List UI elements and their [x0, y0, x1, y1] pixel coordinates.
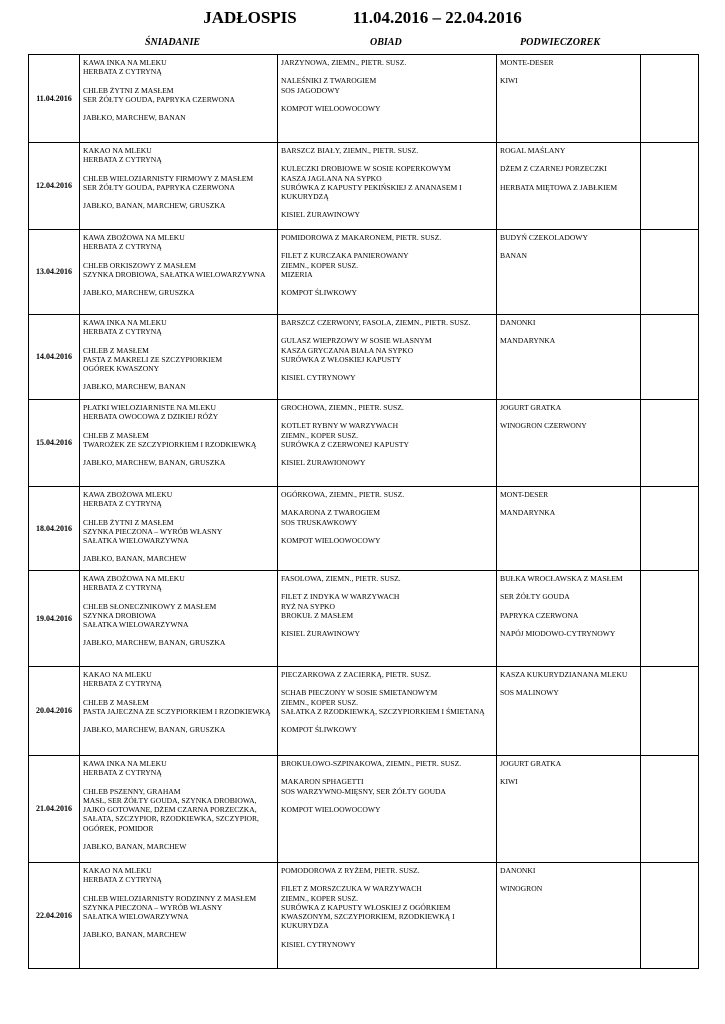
- menu-item: FILET Z MORSZCZUKA W WARZYWACH: [281, 884, 422, 894]
- group-gap: [500, 583, 637, 592]
- breakfast-cell: [80, 400, 278, 487]
- snack-cell: [497, 143, 641, 230]
- group-gap: [500, 875, 637, 884]
- menu-item: SER ŻÓŁTY GOUDA: [500, 592, 570, 602]
- snack-cell: [497, 863, 641, 969]
- group-gap: [83, 192, 274, 201]
- group-gap: [281, 279, 493, 288]
- menu-item: HERBATA Z CYTRYNĄ: [83, 242, 162, 252]
- row-date: 15.04.2016: [29, 400, 80, 487]
- menu-item: HERBATA Z CYTRYNĄ: [83, 67, 162, 77]
- menu-item: KISIEL ŻURAWINOWY: [281, 210, 361, 220]
- menu-item: HERBATA Z CYTRYNĄ: [83, 875, 162, 885]
- menu-item: MONT-DESER: [500, 490, 549, 499]
- menu-item: KULECZKI DROBIOWE W SOSIE KOPERKOWYM: [281, 164, 451, 174]
- snack-cell: [497, 487, 641, 571]
- menu-item: OGÓRKOWA, ZIEMN., PIETR. SUSZ.: [281, 490, 405, 499]
- row-date: 18.04.2016: [29, 487, 80, 571]
- menu-item: SCHAB PIECZONY W SOSIE SMIETANOWYM: [281, 688, 438, 698]
- menu-item: SOS MALINOWY: [500, 688, 559, 698]
- menu-item: NAPÓJ MIODOWO-CYTRYNOWY: [500, 628, 616, 638]
- menu-row: [29, 756, 699, 863]
- menu-row: [29, 863, 699, 969]
- group-gap: [500, 768, 637, 777]
- lunch-cell: [278, 315, 497, 400]
- menu-item: KISIEL ŻURAWINOWY: [281, 629, 361, 639]
- menu-item: HERBATA MIĘTOWA Z JABŁKIEM: [500, 182, 618, 192]
- menu-item: SER ŻÓŁTY GOUDA, PAPRYKA CZERWONA: [83, 182, 235, 192]
- breakfast-cell: [80, 756, 278, 863]
- group-gap: [83, 545, 274, 554]
- menu-item: KAWA ZBOŻOWA MLEKU: [83, 490, 173, 499]
- menu-item: KOMPOT WIELOOWOCOWY: [281, 535, 381, 545]
- menu-item: KOMPOT ŚLIWKOWY: [281, 288, 358, 298]
- group-gap: [281, 527, 493, 536]
- menu-item: RYŻ NA SYPKO: [281, 601, 336, 611]
- menu-item: KAWA INKA NA MLEKU: [83, 58, 167, 67]
- snack-cell: [497, 571, 641, 667]
- menu-item: JARZYNOWA, ZIEMN., PIETR. SUSZ.: [281, 58, 407, 67]
- menu-item: HERBATA Z CYTRYNĄ: [83, 768, 162, 778]
- menu-item: KAKAO NA MLEKU: [83, 670, 152, 679]
- menu-item: BARSZCZ CZERWONY, FASOLA, ZIEMN., PIETR. SUSZ.: [281, 318, 471, 327]
- menu-item: ZIEMN., KOPER SUSZ.: [281, 260, 358, 270]
- menu-item: SZYNKA PIECZONA – WYRÓB WŁASNY: [83, 902, 223, 912]
- menu-row: [29, 487, 699, 571]
- menu-item: SAŁATKA WIELOWARZYWNA: [83, 536, 189, 546]
- menu-item: GULASZ WIEPRZOWY W SOSIE WŁASNYM: [281, 336, 432, 346]
- group-gap: [83, 509, 274, 518]
- menu-item: BUDYŃ CZEKOLADOWY: [500, 233, 588, 242]
- menu-item: OGÓREK KWASZONY: [83, 364, 160, 374]
- menu-item: JABŁKO, MARCHEW, BANAN, GRUSZKA: [83, 458, 226, 468]
- row-date: 14.04.2016: [29, 315, 80, 400]
- lunch-cell: [278, 143, 497, 230]
- menu-item: KOTLET RYBNY W WARZYWACH: [281, 421, 399, 431]
- menu-item: POMIDOROWA Z MAKARONEM, PIETR. SUSZ.: [281, 233, 442, 242]
- group-gap: [83, 165, 274, 174]
- row-date: 12.04.2016: [29, 143, 80, 230]
- group-gap: [83, 833, 274, 842]
- menu-row: [29, 571, 699, 667]
- group-gap: [281, 449, 493, 458]
- group-gap: [500, 412, 637, 421]
- menu-item: HERBATA OWOCOWA Z DZIKIEJ RÓŻY: [83, 412, 219, 422]
- notes-cell: [641, 143, 699, 230]
- group-gap: [83, 279, 274, 288]
- group-gap: [83, 373, 274, 382]
- lunch-cell: [278, 863, 497, 969]
- column-header-lunch: OBIAD: [370, 37, 402, 48]
- menu-item: DŻEM Z CZARNEJ PORZECZKI: [500, 164, 607, 174]
- group-gap: [281, 620, 493, 629]
- menu-item: FILET Z KURCZAKA PANIEROWANY: [281, 251, 409, 261]
- menu-item: ZIEMN., KOPER SUSZ.: [281, 893, 358, 903]
- group-gap: [500, 679, 637, 688]
- menu-row: [29, 315, 699, 400]
- group-gap: [281, 67, 493, 76]
- notes-cell: [641, 756, 699, 863]
- group-gap: [281, 242, 493, 251]
- notes-cell: [641, 571, 699, 667]
- group-gap: [281, 679, 493, 688]
- menu-row: [29, 143, 699, 230]
- menu-item: MANDARYNKA: [500, 336, 556, 346]
- menu-item: DANONKI: [500, 318, 536, 327]
- group-gap: [281, 716, 493, 725]
- menu-item: KOMPOT WIELOOWOCOWY: [281, 804, 381, 814]
- menu-item: PŁATKI WIELOZIARNISTE NA MLEKU: [83, 403, 216, 412]
- lunch-cell: [278, 230, 497, 315]
- menu-item: JABŁKO, BANAN, MARCHEW: [83, 930, 187, 940]
- group-gap: [281, 768, 493, 777]
- menu-item: SAŁATKA WIELOWARZYWNA: [83, 620, 189, 630]
- menu-item: BROKUŁ Z MASŁEM: [281, 610, 354, 620]
- menu-item: KIWI: [500, 76, 518, 86]
- menu-item: JABŁKO, BANAN, MARCHEW: [83, 554, 187, 564]
- menu-item: BANAN: [500, 251, 528, 261]
- menu-item: KAWA ZBOŻOWA NA MLEKU: [83, 574, 185, 583]
- menu-item: MAKARON SPHAGETTI: [281, 777, 364, 787]
- menu-item: KAWA INKA NA MLEKU: [83, 759, 167, 768]
- group-gap: [281, 931, 493, 940]
- breakfast-cell: [80, 55, 278, 143]
- notes-cell: [641, 230, 699, 315]
- menu-item: KAKAO NA MLEKU: [83, 146, 152, 155]
- menu-item: KOMPOT ŚLIWKOWY: [281, 725, 358, 735]
- menu-item: JABŁKO, MARCHEW, BANAN: [83, 113, 186, 123]
- snack-cell: [497, 667, 641, 756]
- row-date: 19.04.2016: [29, 571, 80, 667]
- group-gap: [500, 67, 637, 76]
- row-date: 13.04.2016: [29, 230, 80, 315]
- group-gap: [500, 155, 637, 164]
- group-gap: [281, 364, 493, 373]
- group-gap: [83, 593, 274, 602]
- menu-item: KIWI: [500, 777, 518, 787]
- breakfast-cell: [80, 667, 278, 756]
- menu-item: SOS TRUSKAWKOWY: [281, 517, 358, 527]
- menu-item: ZIEMN., KOPER SUSZ.: [281, 697, 358, 707]
- menu-item: HERBATA Z CYTRYNĄ: [83, 327, 162, 337]
- group-gap: [83, 885, 274, 894]
- menu-item: CHLEB Z MASŁEM: [83, 345, 149, 355]
- breakfast-cell: [80, 315, 278, 400]
- group-gap: [83, 716, 274, 725]
- group-gap: [500, 174, 637, 183]
- menu-item: KASZA KUKURYDZIANANA MLEKU: [500, 670, 628, 679]
- group-gap: [281, 201, 493, 210]
- menu-item: JOGURT GRATKA: [500, 403, 562, 412]
- group-gap: [83, 778, 274, 787]
- group-gap: [500, 602, 637, 611]
- menu-item: CHLEB WIELOZIARNISTY FIRMOWY Z MASŁEM: [83, 173, 254, 183]
- menu-item: BUŁKA WROCŁAWSKA Z MASŁEM: [500, 574, 623, 583]
- menu-item: MASŁ, SER ŻÓŁTY GOUDA, SZYNKA DROBIOWA, JAJKO GOTOWANE, DŻEM CZARNA PORZECZKA, SAŁATA, SZCZYPIOR, RZODKIEWKA, SZCZYPIOR, OGÓREK, POMIDOR: [83, 795, 259, 833]
- menu-item: HERBATA Z CYTRYNĄ: [83, 583, 162, 593]
- group-gap: [83, 689, 274, 698]
- menu-item: MIZERIA: [281, 269, 313, 279]
- menu-item: TWAROŻEK ZE SZCZYPIORKIEM I RZODKIEWKĄ: [83, 439, 257, 449]
- menu-row: [29, 55, 699, 143]
- menu-item: KAKAO NA MLEKU: [83, 866, 152, 875]
- menu-item: MONTE-DESER: [500, 58, 554, 67]
- group-gap: [281, 583, 493, 592]
- lunch-cell: [278, 400, 497, 487]
- menu-item: SURÓWKA Z KAPUSTY WŁOSKIEJ Z OGÓRKIEM KWASZONYM, SZCZYPIORKIEM, RZODKIEWKĄ I KUKURYDZA: [281, 902, 455, 931]
- date-range: 11.04.2016 – 22.04.2016: [352, 8, 522, 27]
- menu-item: JABŁKO, MARCHEW, BANAN: [83, 382, 186, 392]
- group-gap: [83, 104, 274, 113]
- group-gap: [500, 242, 637, 251]
- menu-item: PASTA Z MAKRELI ZE SZCZYPIORKIEM: [83, 354, 223, 364]
- menu-item: JABŁKO, MARCHEW, GRUSZKA: [83, 288, 195, 298]
- snack-cell: [497, 400, 641, 487]
- menu-item: PIECZARKOWA Z ZACIERKĄ, PIETR. SUSZ.: [281, 670, 431, 679]
- menu-item: JOGURT GRATKA: [500, 759, 562, 768]
- column-header-snack: PODWIECZOREK: [520, 37, 601, 48]
- menu-item: WINOGRON CZERWONY: [500, 421, 587, 431]
- row-date: 22.04.2016: [29, 863, 80, 969]
- group-gap: [83, 422, 274, 431]
- menu-item: JABŁKO, BANAN, MARCHEW, GRUSZKA: [83, 201, 226, 211]
- breakfast-cell: [80, 230, 278, 315]
- menu-item: CHLEB ORKISZOWY Z MASŁEM: [83, 260, 196, 270]
- menu-item: KAWA INKA NA MLEKU: [83, 318, 167, 327]
- menu-item: BARSZCZ BIAŁY, ZIEMN., PIETR. SUSZ.: [281, 146, 419, 155]
- notes-cell: [641, 487, 699, 571]
- menu-item: NALEŚNIKI Z TWAROGIEM: [281, 76, 377, 86]
- menu-item: JABŁKO, MARCHEW, BANAN, GRUSZKA: [83, 638, 226, 648]
- notes-cell: [641, 315, 699, 400]
- menu-item: CHLEB Z MASŁEM: [83, 697, 149, 707]
- notes-cell: [641, 55, 699, 143]
- menu-item: KASZA GRYCZANA BIAŁA NA SYPKO: [281, 345, 414, 355]
- snack-cell: [497, 756, 641, 863]
- menu-item: HERBATA Z CYTRYNĄ: [83, 679, 162, 689]
- group-gap: [83, 337, 274, 346]
- menu-item: PASTA JAJECZNA ZE SCZYPIORKIEM I RZODKIEWKĄ: [83, 706, 271, 716]
- title-text: JADŁOSPIS: [203, 8, 297, 27]
- menu-item: JABŁKO, MARCHEW, BANAN, GRUSZKA: [83, 725, 226, 735]
- menu-table-body: [29, 55, 699, 969]
- menu-row: [29, 400, 699, 487]
- menu-item: SZYNKA DROBIOWA: [83, 610, 157, 620]
- group-gap: [83, 449, 274, 458]
- group-gap: [281, 327, 493, 336]
- notes-cell: [641, 863, 699, 969]
- snack-cell: [497, 55, 641, 143]
- menu-item: SAŁATKA WIELOWARZYWNA: [83, 912, 189, 922]
- group-gap: [281, 796, 493, 805]
- lunch-cell: [278, 667, 497, 756]
- menu-item: KISIEL CYTRYNOWY: [281, 373, 356, 383]
- group-gap: [500, 499, 637, 508]
- menu-item: MAKARONA Z TWAROGIEM: [281, 508, 380, 518]
- menu-item: JABŁKO, BANAN, MARCHEW: [83, 842, 187, 852]
- menu-item: HERBATA Z CYTRYNĄ: [83, 499, 162, 509]
- row-date: 20.04.2016: [29, 667, 80, 756]
- menu-item: SOS JAGODOWY: [281, 85, 340, 95]
- menu-item: SER ŻÓŁTY GOUDA, PAPRYKA CZERWONA: [83, 94, 235, 104]
- menu-item: DANONKI: [500, 866, 536, 875]
- menu-item: ZIEMN., KOPER SUSZ.: [281, 430, 358, 440]
- menu-item: SURÓWKA Z WŁOSKIEJ KAPUSTY: [281, 354, 402, 364]
- menu-item: FILET Z INDYKA W WARZYWACH: [281, 592, 400, 602]
- menu-item: POMODOROWA Z RYŻEM, PIETR. SUSZ.: [281, 866, 420, 875]
- menu-item: KISIEL ŻURAWIONOWY: [281, 458, 366, 468]
- group-gap: [83, 252, 274, 261]
- menu-item: CHLEB SŁONECZNIKOWY Z MASŁEM: [83, 601, 217, 611]
- group-gap: [500, 620, 637, 629]
- group-gap: [281, 95, 493, 104]
- group-gap: [83, 77, 274, 86]
- menu-row: [29, 667, 699, 756]
- group-gap: [281, 875, 493, 884]
- breakfast-cell: [80, 143, 278, 230]
- lunch-cell: [278, 55, 497, 143]
- menu-item: BROKUŁOWO-SZPINAKOWA, ZIEMN., PIETR. SUSZ.: [281, 759, 462, 768]
- menu-item: KISIEL CYTRYNOWY: [281, 939, 356, 949]
- column-header-breakfast: ŚNIADANIE: [145, 37, 201, 48]
- menu-item: SOS WARZYWNO-MIĘSNY, SER ŻÓŁTY GOUDA: [281, 786, 447, 796]
- menu-item: CHLEB PSZENNY, GRAHAM: [83, 786, 181, 796]
- menu-item: SURÓWKA Z KAPUSTY PEKIŃSKIEJ Z ANANASEM I KUKURYDZĄ: [281, 182, 462, 202]
- menu-item: ROGAL MAŚLANY: [500, 146, 566, 155]
- lunch-cell: [278, 571, 497, 667]
- menu-item: MANDARYNKA: [500, 508, 556, 518]
- row-date: 11.04.2016: [29, 55, 80, 143]
- lunch-cell: [278, 756, 497, 863]
- menu-item: WINOGRON: [500, 884, 543, 894]
- menu-item: KOMPOT WIELOOWOCOWY: [281, 103, 381, 113]
- notes-cell: [641, 667, 699, 756]
- menu-item: SAŁATKA Z RZODKIEWKĄ, SZCZYPIORKIEM I ŚMIETANĄ: [281, 706, 485, 716]
- breakfast-cell: [80, 863, 278, 969]
- column-headers: [0, 37, 725, 51]
- menu-item: CHLEB ŻYTNI Z MASŁEM: [83, 85, 174, 95]
- menu-row: [29, 230, 699, 315]
- menu-item: SZYNKA DROBIOWA, SAŁATKA WIELOWARZYWNA: [83, 269, 266, 279]
- group-gap: [281, 155, 493, 164]
- menu-table: [28, 54, 699, 969]
- group-gap: [500, 327, 637, 336]
- breakfast-cell: [80, 571, 278, 667]
- group-gap: [281, 499, 493, 508]
- menu-item: PAPRYKA CZERWONA: [500, 610, 579, 620]
- menu-item: CHLEB WIELOZIARNISTY RODZINNY Z MASŁEM: [83, 893, 257, 903]
- menu-item: GROCHOWA, ZIEMN., PIETR. SUSZ.: [281, 403, 404, 412]
- menu-item: SURÓWKA Z CZERWONEJ KAPUSTY: [281, 439, 410, 449]
- menu-item: SZYNKA PIECZONA – WYRÓB WŁASNY: [83, 526, 223, 536]
- group-gap: [281, 412, 493, 421]
- menu-item: CHLEB ŻYTNI Z MASŁEM: [83, 517, 174, 527]
- menu-item: CHLEB Z MASŁEM: [83, 430, 149, 440]
- menu-item: FASOLOWA, ZIEMN., PIETR. SUSZ.: [281, 574, 401, 583]
- menu-item: KAWA ZBOŻOWA NA MLEKU: [83, 233, 185, 242]
- snack-cell: [497, 315, 641, 400]
- notes-cell: [641, 400, 699, 487]
- menu-item: HERBATA Z CYTRYNĄ: [83, 155, 162, 165]
- breakfast-cell: [80, 487, 278, 571]
- lunch-cell: [278, 487, 497, 571]
- group-gap: [83, 629, 274, 638]
- page-title: [0, 8, 725, 28]
- snack-cell: [497, 230, 641, 315]
- row-date: 21.04.2016: [29, 756, 80, 863]
- menu-item: KASZA JAGLANA NA SYPKO: [281, 173, 382, 183]
- group-gap: [83, 921, 274, 930]
